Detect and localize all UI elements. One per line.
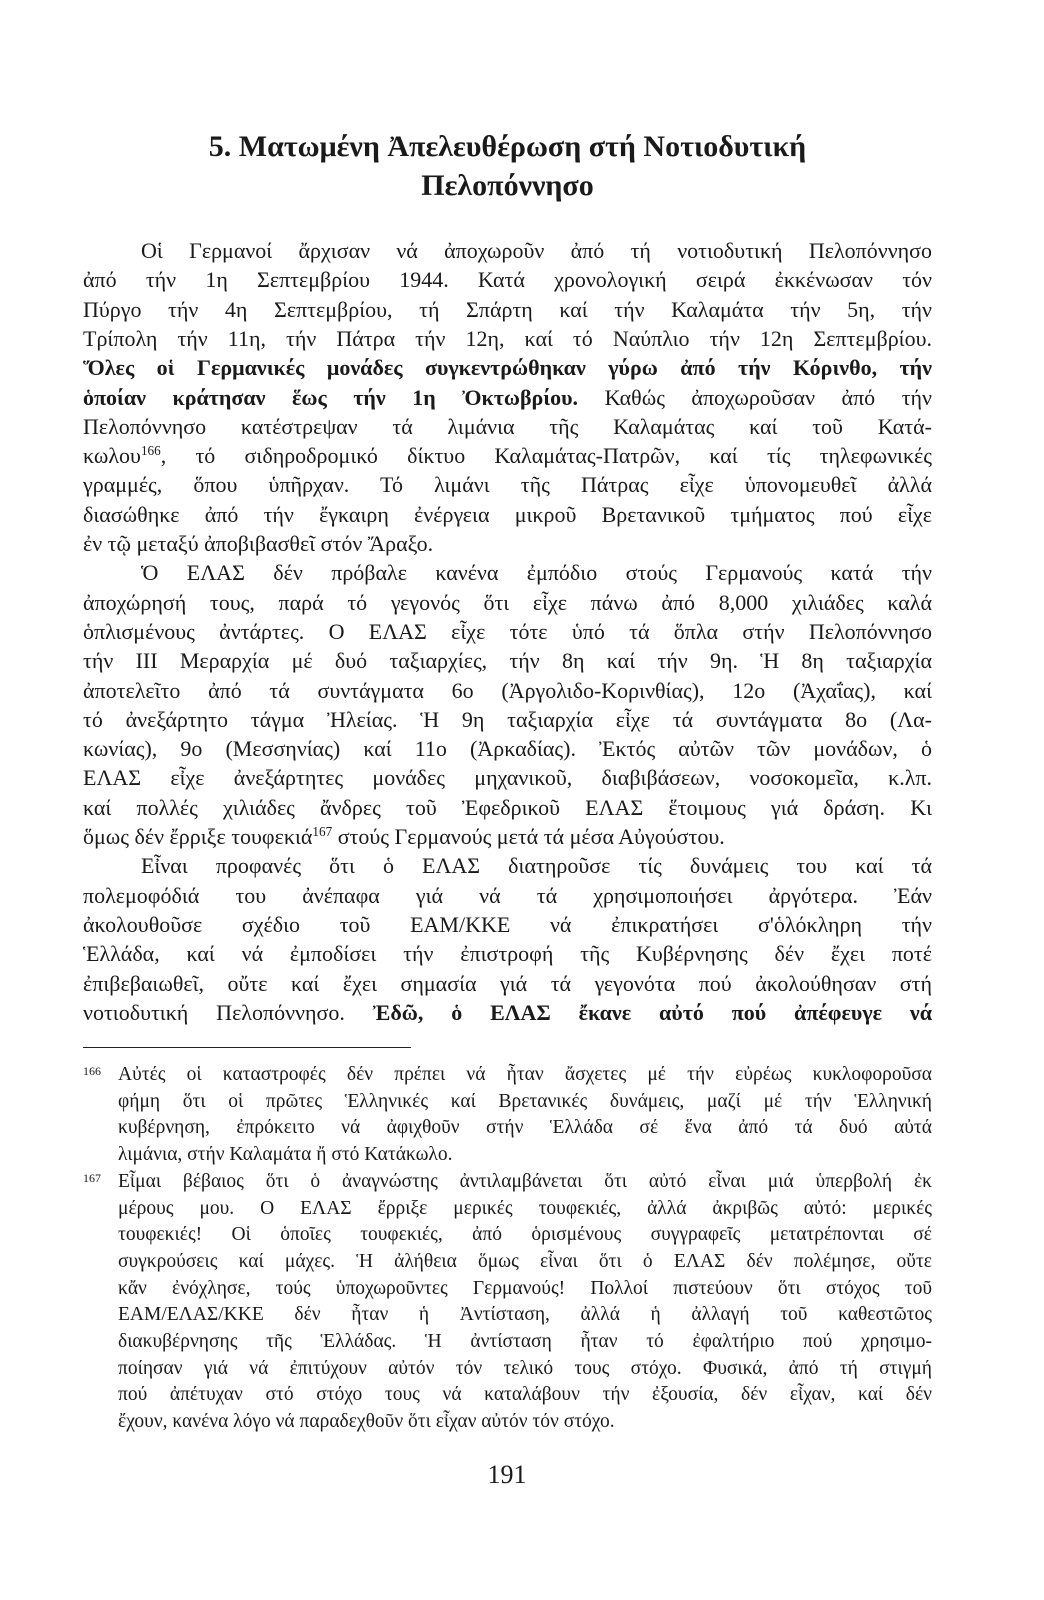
footnote-number: 167: [83, 1170, 101, 1185]
text-segment: διασώθηκε ἀπό τήν ἔγκαιρη ἐνέργεια μικροῦ Βρετανικοῦ τμήματος πού εἶχε: [83, 501, 932, 527]
footnote-line: ἔχουν, κανένα λόγο νά παραδεχθοῦν ὅτι εἶχαν αὐτόν τόν στόχο.: [118, 1411, 615, 1433]
footnote-reference: 166: [140, 443, 161, 459]
text-line: [83, 646, 932, 675]
footnote-line: ΕΑΜ/ΕΛΑΣ/ΚΚΕ δέν ἦταν ἡ Ἀντίσταση, ἀλλά ἡ ἀλλαγή τοῦ καθεστῶτος: [118, 1304, 932, 1326]
footnote-line: πού ἀπέτυχαν στό στόχο τους νά καταλάβουν τήν ἐξουσία, δέν εἶχαν, καί δέν: [118, 1384, 932, 1406]
text-segment: Καθώς ἀποχωροῦσαν ἀπό τήν: [578, 384, 932, 410]
text-segment: ἀπό τήν 1η Σεπτεμβρίου 1944. Κατά χρονολογική σειρά ἐκκένωσαν τόν: [83, 267, 932, 293]
text-segment: Οἱ Γερμανοί ἄρχισαν νά ἀποχωροῦν ἀπό τή νοτιοδυτική Πελοπόννησο: [141, 238, 932, 263]
footnote-line: λιμάνια, στήν Καλαμάτα ἤ στό Κατάκωλο.: [118, 1144, 453, 1166]
text-segment: ἐπιβεβαιωθεῖ, οὔτε καί ἔχει σημασία γιά τά γεγονότα πού ἀκολούθησαν στή: [83, 970, 932, 996]
footnote-reference: 167: [312, 824, 333, 840]
footnote-line: Εἶμαι βέβαιος ὅτι ὁ ἀναγνώστης ἀντιλαμβάνεται ὅτι αὐτό εἶναι μιά ὑπερβολή ἐκ: [118, 1170, 932, 1192]
text-segment: ἀποτελεῖτο ἀπό τά συντάγματα 6ο (Ἀργολιδο-Κορινθίας), 12ο (Ἀχαΐας), καί: [83, 677, 932, 703]
footnote-line: ποίησαν γιά νά ἐπιτύχουν αὐτόν τόν τελικό τους στόχο. Φυσικά, ἀπό τή στιγμή: [118, 1357, 932, 1379]
text-segment: καί πολλές χιλιάδες ἄνδρες τοῦ Ἐφεδρικοῦ ΕΛΑΣ ἕτοιμους γιά δράση. Κι: [83, 794, 932, 820]
text-line: [83, 851, 932, 880]
text-line: [83, 793, 932, 822]
text-segment: Πελοπόννησο κατέστρεψαν τά λιμάνια τῆς Καλαμάτας καί τοῦ Κατά-: [83, 413, 932, 439]
text-segment: ἀκολουθοῦσε σχέδιο τοῦ ΕΑΜ/ΚΚΕ νά ἐπικρατήσει σ'ὁλόκληρη τήν: [83, 911, 932, 937]
text-segment: στούς Γερμανούς μετά τά μέσα Αὐγούστου.: [332, 824, 725, 849]
text-segment: ὁπλισμένους ἀντάρτες. Ο ΕΛΑΣ εἶχε τότε ὑπό τά ὅπλα στήν Πελοπόννησο: [83, 618, 932, 644]
footnote-line: κἄν ἐνόχλησε, τούς ὑποχωροῦντες Γερμανούς! Πολλοί πιστεύουν ὅτι στόχος τοῦ: [118, 1277, 932, 1299]
text-line: [83, 383, 932, 412]
text-line: [83, 529, 932, 558]
text-segment: Εἶναι προφανές ὅτι ὁ ΕΛΑΣ διατηροῦσε τίς δυνάμεις του καί τά: [141, 853, 932, 879]
text-line: [83, 998, 932, 1027]
chapter-title-line-1: 5. Ματωμένη Ἀπελευθέρωση στή Νοτιοδυτική: [208, 130, 807, 163]
text-line: [83, 676, 932, 705]
text-line: [83, 881, 932, 910]
chapter-title-line-2: Πελοπόννησο: [421, 169, 594, 202]
page-number: 191: [487, 1460, 527, 1489]
footnote-line: συγκρούσεις καί μάχες. Ἡ ἀλήθεια ὅμως εἶναι ὅτι ὁ ΕΛΑΣ δέν πολέμησε, οὔτε: [118, 1250, 932, 1272]
bold-text: ὁποίαν κράτησαν ἕως τήν 1η Ὀκτωβρίου.: [83, 384, 579, 410]
text-segment: Ὁ ΕΛΑΣ δέν πρόβαλε κανένα ἐμπόδιο στούς Γερμανούς κατά τήν: [141, 560, 932, 586]
text-line: [83, 969, 932, 998]
text-line: [83, 470, 932, 499]
text-segment: πολεμοφόδιά του ἀνέπαφα γιά νά τά χρησιμοποιήσει ἀργότερα. Ἐάν: [83, 882, 932, 908]
text-segment: νοτιοδυτική Πελοπόννησο.: [83, 999, 373, 1025]
text-segment: Ἑλλάδα, καί νά ἐμποδίσει τήν ἐπιστροφή τῆς Κυβέρνησης δέν ἔχει ποτέ: [83, 941, 932, 967]
text-segment: ἐν τῷ μεταξύ ἀποβιβασθεῖ στόν Ἄραξο.: [83, 531, 434, 556]
bold-text: Ἐδῶ, ὁ ΕΛΑΣ ἔκανε αὐτό πού ἀπέφευγε νά: [372, 999, 932, 1025]
text-line: [83, 617, 932, 646]
text-segment: κωνίας), 9ο (Μεσσηνίας) καί 11ο (Ἀρκαδίας). Ἐκτός αὐτῶν τῶν μονάδων, ὁ: [83, 736, 932, 762]
text-line: [83, 500, 932, 529]
text-segment: ὅμως δέν ἔρριξε τουφεκιά: [83, 824, 313, 849]
text-line: [83, 295, 932, 324]
text-line: [83, 558, 932, 587]
text-line: [83, 265, 932, 294]
text-line: [83, 441, 932, 470]
footnote-line: διακυβέρνησης τῆς Ἑλλάδας. Ἡ ἀντίσταση ἦταν τό ἐφαλτήριο πού χρησιμο-: [118, 1331, 932, 1352]
footnote-divider: [83, 1047, 411, 1048]
text-segment: Πύργο τήν 4η Σεπτεμβρίου, τή Σπάρτη καί τήν Καλαμάτα τήν 5η, τήν: [83, 296, 932, 322]
text-line: [83, 236, 932, 265]
text-segment: ἀποχώρησή τους, παρά τό γεγονός ὅτι εἶχε πάνω ἀπό 8,000 χιλιάδες καλά: [83, 589, 932, 615]
text-segment: Τρίπολη τήν 11η, τήν Πάτρα τήν 12η, καί τό Ναύπλιο τήν 12η Σεπτεμβρίου.: [83, 325, 932, 351]
text-segment: ΕΛΑΣ εἶχε ἀνεξάρτητες μονάδες μηχανικοῦ, διαβιβάσεων, νοσοκομεῖα, κ.λπ.: [83, 765, 932, 791]
text-line: [83, 412, 932, 441]
text-line: [83, 822, 932, 851]
text-segment: κωλου: [83, 443, 141, 469]
bold-text: Ὅλες οἱ Γερμανικές μονάδες συγκεντρώθηκαν γύρω ἀπό τήν Κόρινθο, τήν: [83, 355, 932, 381]
text-segment: τό ἀνεξάρτητο τάγμα Ἠλείας. Ἡ 9η ταξιαρχία εἶχε τά συντάγματα 8ο (Λα-: [83, 706, 932, 732]
footnote-number: 166: [83, 1064, 101, 1078]
text-line: [83, 939, 932, 968]
text-line: [83, 734, 932, 763]
footnote-line: μέρους μου. Ο ΕΛΑΣ ἔρριξε μερικές τουφεκιές, ἀλλά ἀκριβῶς αὐτό: μερικές: [118, 1197, 932, 1219]
text-line: [83, 705, 932, 734]
text-segment: γραμμές, ὅπου ὑπῆρχαν. Τό λιμάνι τῆς Πάτρας εἶχε ὑπονομευθεῖ ἀλλά: [83, 472, 932, 498]
footnote-line: Αὐτές οἱ καταστροφές δέν πρέπει νά ἦταν ἄσχετες μέ τήν εὐρέως κυκλοφοροῦσα: [118, 1064, 932, 1085]
text-line: [83, 763, 932, 792]
text-line: [83, 324, 932, 353]
footnote-line: φήμη ὅτι οἱ πρῶτες Ἑλληνικές καί Βρετανικές δυνάμεις, μαζί μέ τήν Ἑλληνική: [118, 1090, 932, 1112]
text-line: [83, 588, 932, 617]
text-line: [83, 353, 932, 382]
text-line: [83, 910, 932, 939]
footnote-line: τουφεκιές! Οἱ ὁποῖες τουφεκιές, ἀπό ὁρισμένους συγγραφεῖς μετατρέπονται σέ: [118, 1224, 932, 1246]
footnote-line: κυβέρνηση, ἐπρόκειτο νά ἀφιχθοῦν στήν Ἑλλάδα σέ ἕνα ἀπό τά δυό αὐτά: [118, 1117, 932, 1139]
text-segment: , τό σιδηροδρομικό δίκτυο Καλαμάτας-Πατρῶν, καί τίς τηλεφωνικές: [160, 443, 932, 469]
text-segment: τήν III Μεραρχία μέ δυό ταξιαρχίες, τήν 8η καί τήν 9η. Ἡ 8η ταξιαρχία: [83, 648, 932, 674]
